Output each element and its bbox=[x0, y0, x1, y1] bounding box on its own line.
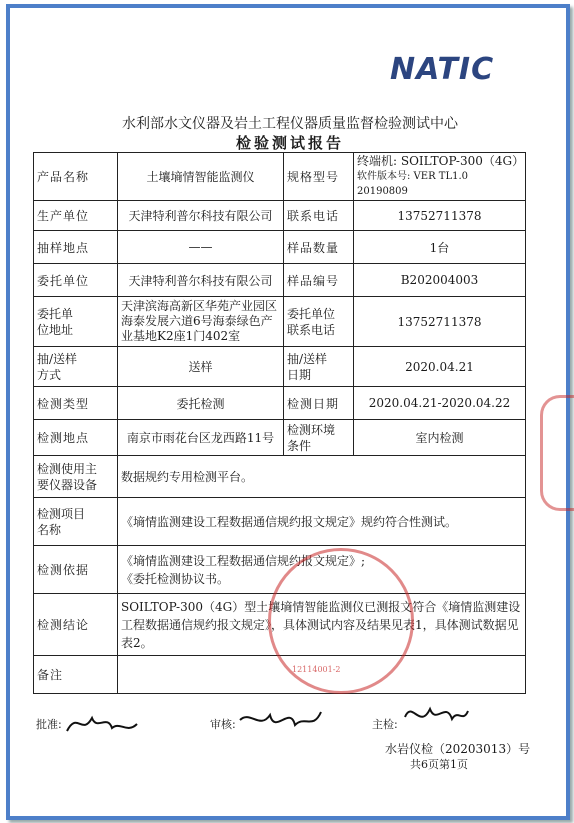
cell-value: 南京市雨花台区龙西路11号 bbox=[118, 420, 284, 456]
cell-label: 条件 bbox=[287, 438, 312, 453]
cell-label: 检测使用主 bbox=[37, 461, 98, 476]
cell-value: 《委托检测协议书。 bbox=[121, 571, 230, 586]
cell-value: 天津特利普尔科技有限公司 bbox=[118, 264, 284, 297]
cell-value: B202004003 bbox=[354, 264, 526, 297]
cell-label: 检测结论 bbox=[34, 594, 118, 656]
chief-signature bbox=[400, 695, 470, 735]
table-row bbox=[34, 297, 526, 347]
cell-value: 数据规约专用检测平台。 bbox=[118, 456, 526, 498]
table-row bbox=[34, 387, 526, 420]
cell-value: 送样 bbox=[118, 347, 284, 387]
seal-code: 12114001-2 bbox=[292, 665, 341, 674]
cell-label: 检测日期 bbox=[284, 387, 354, 420]
cell-label: 生产单位 bbox=[34, 201, 118, 231]
cell-value: 委托检测 bbox=[118, 387, 284, 420]
approve-label: 批准: bbox=[36, 718, 62, 731]
table-row bbox=[34, 231, 526, 264]
cell-label: 抽样地点 bbox=[34, 231, 118, 264]
cell-label: 联系电话 bbox=[287, 322, 336, 337]
review-label: 审核: bbox=[210, 718, 236, 731]
table-row bbox=[34, 498, 526, 546]
cell-value: 土壤墒情智能监测仪 bbox=[118, 153, 284, 201]
cell-label: 委托单 bbox=[37, 306, 74, 321]
cell-label: 方式 bbox=[37, 367, 62, 382]
cell-label: 检测依据 bbox=[34, 546, 118, 594]
cell-value: SOILTOP-300（4G）型土壤墒情智能监测仪已测报文符合《墒情监测建设工程数据通信规约报文规定》，具体测试内容及结果见表1，具体测试数据见表2。 bbox=[118, 594, 526, 656]
official-seal bbox=[268, 548, 414, 694]
table-row bbox=[34, 264, 526, 297]
chief-label: 主检: bbox=[372, 718, 398, 731]
cell-label: 样品编号 bbox=[284, 264, 354, 297]
organization-name: 水利部水文仪器及岩土工程仪器质量监督检验测试中心 bbox=[122, 116, 458, 132]
cell-value: 1台 bbox=[354, 231, 526, 264]
cell-value: 《墒情监测建设工程数据通信规约报文规定》规约符合性测试。 bbox=[118, 498, 526, 546]
cell-label: 位地址 bbox=[37, 322, 74, 337]
cell-label: 抽/送样 bbox=[37, 351, 78, 366]
cell-value: 软件版本号: VER TL1.0 20190809 bbox=[357, 171, 468, 197]
cell-label: 抽/送样 bbox=[287, 351, 328, 366]
side-seal bbox=[540, 395, 574, 511]
cell-value: 13752711378 bbox=[354, 201, 526, 231]
cell-label: 委托单位 bbox=[34, 264, 118, 297]
cell-value: 13752711378 bbox=[354, 297, 526, 347]
cell-value: 《墒情监测建设工程数据通信规约报文规定》; bbox=[121, 553, 366, 568]
cell-value: 2020.04.21-2020.04.22 bbox=[354, 387, 526, 420]
cell-label: 要仪器设备 bbox=[37, 477, 98, 492]
cell-value: 室内检测 bbox=[354, 420, 526, 456]
cell-label: 产品名称 bbox=[34, 153, 118, 201]
cell-label: 检测类型 bbox=[34, 387, 118, 420]
cell-label: 检测项目 bbox=[37, 506, 86, 521]
table-row bbox=[34, 153, 526, 201]
cell-label: 检测地点 bbox=[34, 420, 118, 456]
approve-signature bbox=[62, 706, 142, 742]
cell-label: 备注 bbox=[34, 656, 118, 694]
cell-value: 天津特利普尔科技有限公司 bbox=[118, 201, 284, 231]
cell-label: 日期 bbox=[287, 367, 312, 382]
cell-value: 天津滨海高新区华苑产业园区海泰发展六道6号海泰绿色产业基地K2座1门402室 bbox=[118, 297, 284, 347]
cell-value: 2020.04.21 bbox=[354, 347, 526, 387]
table-row bbox=[34, 347, 526, 387]
natic-logo: NATIC bbox=[390, 52, 495, 87]
table-row bbox=[34, 456, 526, 498]
page-info: 共6页第1页 bbox=[410, 758, 468, 771]
table-row bbox=[34, 420, 526, 456]
table-row bbox=[34, 201, 526, 231]
cell-label: 委托单位 bbox=[287, 306, 336, 321]
cell-label: 名称 bbox=[37, 522, 62, 537]
report-number: 水岩仪检（20203013）号 bbox=[385, 742, 531, 756]
cell-label: 规格型号 bbox=[284, 153, 354, 201]
cell-label: 检测环境 bbox=[287, 422, 336, 437]
cell-label: 样品数量 bbox=[284, 231, 354, 264]
cell-value: 终端机: SOILTOP-300（4G） bbox=[357, 154, 525, 168]
cell-label: 联系电话 bbox=[284, 201, 354, 231]
report-title: 检验测试报告 bbox=[235, 134, 344, 152]
review-signature bbox=[235, 700, 325, 740]
cell-value: —— bbox=[118, 231, 284, 264]
